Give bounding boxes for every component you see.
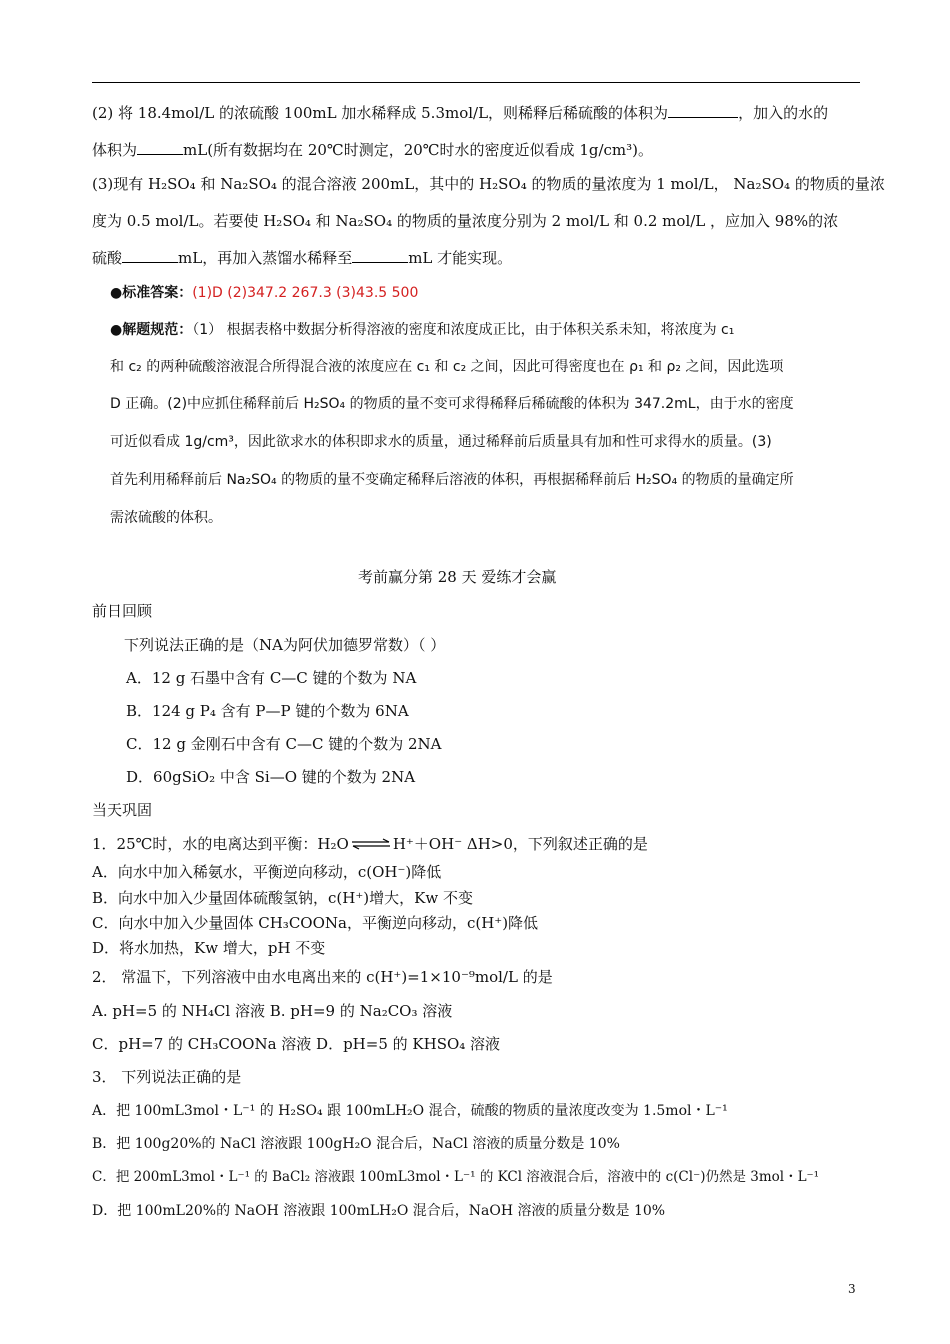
q3-option-d: D．把 100mL20%的 NaOH 溶液跟 100mLH₂O 混合后，NaOH 溶液的质量分数是 10% <box>92 1203 666 1219</box>
q3-option-a: A．把 100mL3mol・L⁻¹ 的 H₂SO₄ 跟 100mLH₂O 混合，硫酸的物质的量浓度改变为 1.5mol・L⁻¹ <box>92 1103 728 1119</box>
q1-option-b: B．向水中加入少量固体硫酸氢钠，c(H⁺)增大，Kw 不变 <box>92 889 473 907</box>
q2-text-c: 体积为 <box>92 141 138 159</box>
q1-option-d: D．将水加热，Kw 增大，pH 不变 <box>92 939 326 957</box>
q3-stem: 3． 下列说法正确的是 <box>92 1068 242 1086</box>
explain-line-3: D 正确。(2)中应抓住稀释前后 H₂SO₄ 的物质的量不变可求得稀释后稀硫酸的体积为 347.2mL，由于水的密度 <box>110 396 794 412</box>
q1-stem <box>92 834 648 855</box>
answer-blank <box>668 103 738 118</box>
q2-text-b: ，加入的水的 <box>738 104 829 122</box>
explain-line-5: 首先利用稀释前后 Na₂SO₄ 的物质的量不变确定稀释后溶液的体积，再根据稀释前后 H₂SO₄ 的物质的量确定所 <box>110 472 794 488</box>
page-number: 3 <box>848 1282 856 1296</box>
q1-option-c: C．向水中加入少量固体 CH₃COONa，平衡逆向移动，c(H⁺)降低 <box>92 914 539 932</box>
answer-label: ●标准答案： <box>110 285 193 301</box>
standard-answer <box>110 283 418 303</box>
answer-value: (1)D (2)347.2 267.3 (3)43.5 500 <box>192 285 419 301</box>
header-rule <box>92 82 860 83</box>
explain-line-1 <box>110 320 734 340</box>
day-title: 考前赢分第 28 天 爱练才会赢 <box>358 568 557 586</box>
explain-line-6: 需浓硫酸的体积。 <box>110 510 222 526</box>
answer-blank <box>352 248 408 263</box>
q3-line-3 <box>92 248 512 268</box>
review-option-c: C．12 g 金刚石中含有 C—C 键的个数为 2NA <box>126 735 442 753</box>
q2-options-line-1: A. pH=5 的 NH₄Cl 溶液 B. pH=9 的 Na₂CO₃ 溶液 <box>92 1002 453 1020</box>
q2-line-2 <box>92 140 653 160</box>
review-option-d: D．60gSiO₂ 中含 Si—O 键的个数为 2NA <box>126 768 416 786</box>
equilibrium-arrow-icon <box>351 835 391 855</box>
q3-option-c: C．把 200mL3mol・L⁻¹ 的 BaCl₂ 溶液跟 100mL3mol・L⁻¹ 的 KCl 溶液混合后，溶液中的 c(Cl⁻)仍然是 3mol・L⁻¹ <box>92 1169 820 1185</box>
q1-option-a: A．向水中加入稀氨水，平衡逆向移动，c(OH⁻)降低 <box>92 863 442 881</box>
review-option-a: A．12 g 石墨中含有 C—C 键的个数为 NA <box>126 669 417 687</box>
q2-line-1 <box>92 103 828 123</box>
explain-line-4: 可近似看成 1g/cm³，因此欲求水的体积即求水的质量，通过稀释前后质量具有加和性可求得水的质量。(3) <box>110 434 772 450</box>
q3-line-1: (3)现有 H₂SO₄ 和 Na₂SO₄ 的混合溶液 200mL，其中的 H₂SO₄ 的物质的量浓度为 1 mol/L， Na₂SO₄ 的物质的量浓 <box>92 175 885 193</box>
answer-blank <box>137 140 183 155</box>
q2-text-d: mL(所有数据均在 20℃时测定，20℃时水的密度近似看成 1g/cm³)。 <box>183 141 654 159</box>
explain-label: ●解题规范： <box>110 322 193 338</box>
q3-text-b: mL，再加入蒸馏水稀释至 <box>178 249 353 267</box>
q2-stem: 2． 常温下，下列溶液中由水电离出来的 c(H⁺)=1×10⁻⁹mol/L 的是 <box>92 968 553 986</box>
q2-text-a: (2) 将 18.4mol/L 的浓硫酸 100mL 加水稀释成 5.3mol/L，则稀释后稀硫酸的体积为 <box>92 104 669 122</box>
answer-blank <box>122 248 178 263</box>
q3-text-c: mL 才能实现。 <box>408 249 513 267</box>
q3-text-a: 硫酸 <box>92 249 123 267</box>
q1-stem-b: H⁺＋OH⁻ ΔH>0，下列叙述正确的是 <box>392 835 648 853</box>
q3-line-2: 度为 0.5 mol/L。若要使 H₂SO₄ 和 Na₂SO₄ 的物质的量浓度分别为 2 mol/L 和 0.2 mol/L ，应加入 98%的浓 <box>92 212 839 230</box>
explain-line-2: 和 c₂ 的两种硫酸溶液混合所得混合液的浓度应在 c₁ 和 c₂ 之间，因此可得密度也在 ρ₁ 和 ρ₂ 之间，因此选项 <box>110 359 784 375</box>
consolidate-heading: 当天巩固 <box>92 801 153 819</box>
review-question: 下列说法正确的是（NA为阿伏加德罗常数）（ ） <box>124 636 446 654</box>
review-option-b: B．124 g P₄ 含有 P—P 键的个数为 6NA <box>126 702 409 720</box>
q3-option-b: B．把 100g20%的 NaCl 溶液跟 100gH₂O 混合后，NaCl 溶液的质量分数是 10% <box>92 1136 620 1152</box>
q2-options-line-2: C．pH=7 的 CH₃COONa 溶液 D．pH=5 的 KHSO₄ 溶液 <box>92 1035 501 1053</box>
q1-stem-a: 1．25℃时，水的电离达到平衡：H₂O <box>92 835 349 853</box>
review-heading: 前日回顾 <box>92 602 153 620</box>
explain-text: （1） 根据表格中数据分析得溶液的密度和浓度成正比，由于体积关系未知，将浓度为 c₁ <box>192 322 735 338</box>
